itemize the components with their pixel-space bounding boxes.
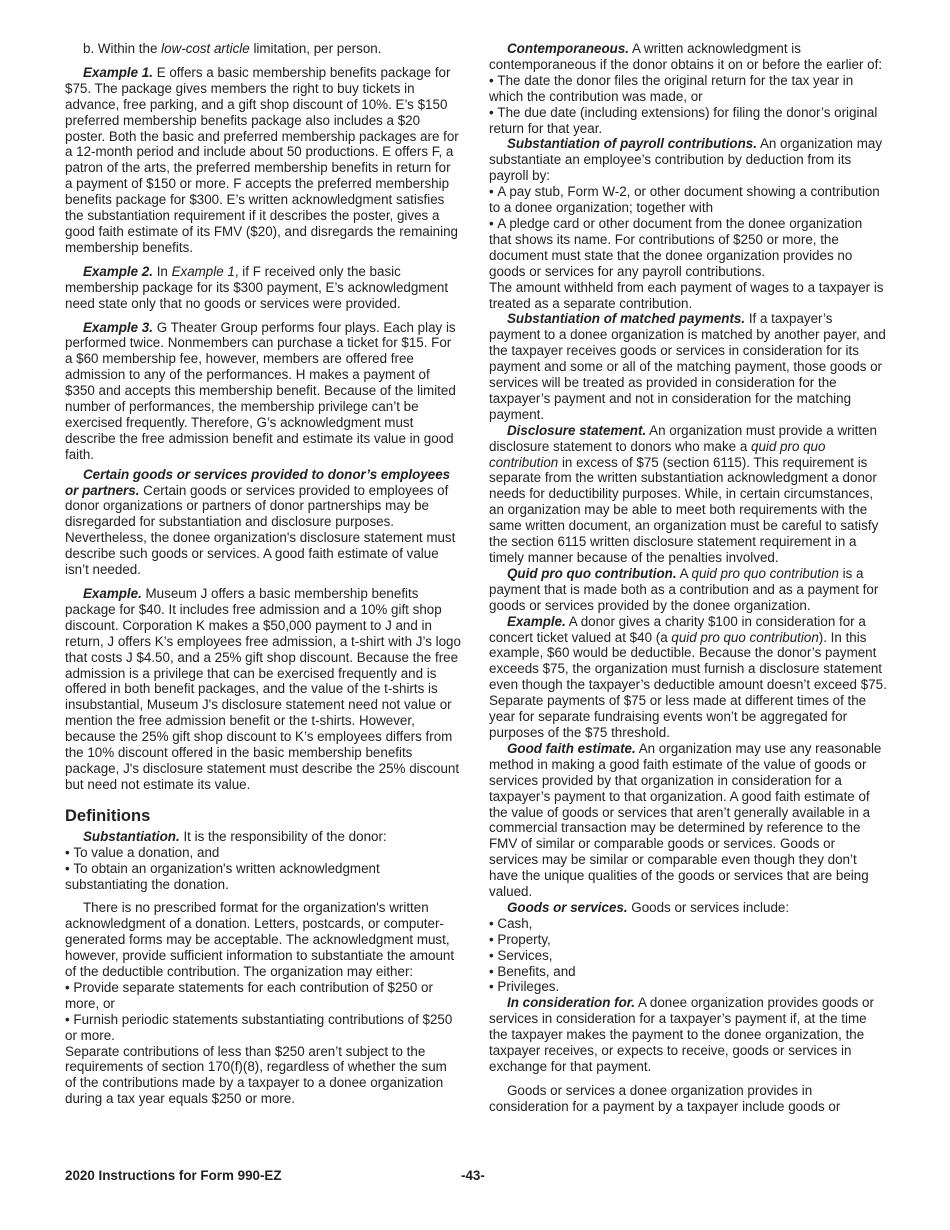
consideration-paragraph: In consideration for. A donee organization provides goods or services in consideration for a taxpayer’s payment if, at the time the taxpayer makes the payment to the donee organization, the taxpayer receives, or expects to receive, goods or services in exchange for that payment. (489, 995, 874, 1074)
contemp-bullet-2: • The due date (including extensions) for filing the donor’s original return for that year. (489, 105, 887, 137)
no-format-paragraph: There is no prescribed format for the organization's written acknowledgment of a donation. Letters, postcards, or computer-generated forms may be acceptable. The acknowledgment must, however, provide sufficient information to substantiate the amount of the deductible contribution. The organization may either: (65, 900, 455, 980)
substantiation-label: Substantiation. (83, 828, 180, 844)
certain-goods-label: Certain goods or services provided to donor’s employees or partners. (65, 466, 451, 498)
item-b: b. Within the low-cost article limitation, per person. (83, 41, 382, 56)
matched-paragraph: Substantiation of matched payments. If a taxpayer’s payment to a donee organization is matched by another payer, and the taxpayer receives goods or services in consideration for its payment and some or all of the matching payment, those goods or services will be treated as provided in consideration for the taxpayer’s payment and not in consideration for the matching payment. (489, 311, 886, 422)
withheld-paragraph: The amount withheld from each payment of wages to a taxpayer is treated as a separate contribution. (489, 279, 884, 311)
contemp-bullet-1: • The date the donor files the original return for the tax year in which the contribution was made, or (489, 73, 887, 105)
definitions-heading: Definitions (65, 806, 151, 825)
separate-paragraph: Separate contributions of less than $250 aren’t subject to the requirements of section 170(f)(8), regardless of whether the sum of the contributions made by a taxpayer to a donee organization during a tax year equals $250 or more. (65, 1043, 447, 1107)
goods-services-paragraph: Goods or services. Goods or services include: (507, 899, 790, 915)
goods-bullet-privileges: • Privileges. (489, 979, 887, 995)
certain-goods-paragraph: Certain goods or services provided to donor’s employees or partners. Certain goods or services provided to employees of donor organizations or partners of donor partnerships may be disregarded for substantiation and disclosure purposes. Nevertheless, the donee organization's disclosure statement must describe such goods or services. A good faith estimate of value isn’t needed. (65, 466, 456, 578)
left-column (65, 41, 461, 1107)
substantiation-paragraph: Substantiation. It is the responsibility of the donor: (83, 828, 387, 844)
matched-label: Substantiation of matched payments. (507, 311, 746, 327)
subst-bullet-1: • To value a donation, and (65, 845, 461, 861)
example-2: Example 2. In Example 1, if F received only the basic membership package for its $300 payment, E’s acknowledgment need state only that no goods or services were provided. (65, 263, 449, 311)
example-3-label: Example 3. (83, 319, 153, 335)
either-bullet-2: • Furnish periodic statements substantiating contributions of $250 or more. (65, 1012, 461, 1044)
goods-services-label: Goods or services. (507, 899, 628, 915)
example-concert: Example. A donor gives a charity $100 in consideration for a concert ticket valued at $40 (a quid pro quo contribution). In this example, $60 would be deductible. Because the donor’s payment exceeds $75, the organization must furnish a disclosure statement even though the taxpayer’s deductible amount doesn’t exceed $75. Separate payments of $75 or less made at different times of the year for separate fundraising events won’t be aggregated for purposes of the $75 threshold. (489, 613, 887, 740)
payroll-label: Substantiation of payroll contributions. (507, 136, 757, 152)
disclosure-paragraph: Disclosure statement. An organization must provide a written disclosure statement to donors who make a quid pro quo contribution in excess of $75 (section 6115). This requirement is separate from the written substantiation acknowledgment a donor needs for deductibility purposes. While, in certain circumstances, an organization may be able to meet both requirements with the same written document, an organization must be careful to satisfy the section 6115 written disclosure statement requirement in a timely manner because of the penalties involved. (489, 422, 879, 565)
payroll-bullet-2: • A pledge card or other document from the donee organization that shows its name. For contributions of $250 or more, the document must state that the donee organization provides no goods or services for any payroll contributions. (489, 216, 887, 280)
goods-bullet-cash: • Cash, (489, 916, 887, 932)
either-bullet-1: • Provide separate statements for each contribution of $250 or more, or (65, 980, 461, 1012)
subst-bullet-2: • To obtain an organization's written acknowledgment substantiating the donation. (65, 861, 461, 893)
goods-bullet-services: • Services, (489, 948, 887, 964)
footer-title: 2020 Instructions for Form 990-EZ (65, 1168, 282, 1183)
example-3: Example 3. G Theater Group performs four plays. Each play is performed twice. Nonmembers can purchase a ticket for $15. For a $60 membership fee, however, members are offered free admission to any of the performances. H makes a payment of $350 and accepts this membership benefit. Because of the limited number of performances, the membership privilege can’t be exercised frequently. Therefore, G’s acknowledgment must describe the free admission benefit and estimate its value in good faith. (65, 319, 456, 462)
consideration-label: In consideration for. (507, 995, 635, 1011)
contemporaneous-label: Contemporaneous. (507, 41, 630, 56)
example-1: Example 1. E offers a basic membership benefits package for $75. The package gives members the right to buy tickets in advance, free parking, and a gift shop discount of 10%. E’s $150 preferred membership benefits package also includes a $20 poster. Both the basic and preferred membership packages are for a 12-month period and include about 50 productions. E offers F, a patron of the arts, the preferred membership benefits in return for a payment of $150 or more. F accepts the preferred membership benefits package for $300. E’s written acknowledgment satisfies the substantiation requirement if it describes the poster, gives a good faith estimate of its FMV ($20), and disregards the remaining membership benefits. (65, 64, 459, 255)
example-museum: Example. Museum J offers a basic membership benefits package for $40. It includes free admission and a 10% gift shop discount. Corporation K makes a $50,000 payment to J and in return, J offers K’s employees free admission, a t-shirt with J’s logo that costs J $4.50, and a 25% gift shop discount. Because the free admission is a privilege that can be exercised frequently and is offered in both benefit packages, and the value of the t-shirts is insubstantial, Museum J's disclosure statement need not value or mention the free admission benefit or the t-shirts. However, because the 25% gift shop discount to K’s employees differs from the 10% discount offered in the basic membership benefits package, J's disclosure statement must describe the 25% discount but need not estimate its value. (65, 586, 461, 792)
quid-pro-quo-label: Quid pro quo contribution. (507, 565, 677, 581)
goods-provided-paragraph: Goods or services a donee organization provides in consideration for a payment by a taxpayer include goods or (489, 1082, 841, 1114)
good-faith-label: Good faith estimate. (507, 740, 636, 756)
payroll-bullet-1: • A pay stub, Form W-2, or other document showing a contribution to a donee organization; together with (489, 184, 887, 216)
contemporaneous-paragraph: Contemporaneous. A written acknowledgment is contemporaneous if the donor obtains it on or before the earlier of: (489, 41, 883, 72)
good-faith-paragraph: Good faith estimate. An organization may use any reasonable method in making a good faith estimate of the value of goods or services provided by that organization in consideration for a taxpayer’s payment to that organization. A good faith estimate of the value of goods or services that aren’t generally available in a commercial transaction may be determined by reference to the FMV of similar or comparable goods or services. Goods or services may be similar or comparable even though they don’t have the unique qualities of the goods or services that are being valued. (489, 740, 882, 900)
disclosure-label: Disclosure statement. (507, 422, 647, 438)
goods-bullet-benefits: • Benefits, and (489, 964, 887, 980)
quid-pro-quo-paragraph: Quid pro quo contribution. A quid pro quo contribution is a payment that is made both as a contribution and as a payment for goods or services provided by the donee organization. (489, 565, 879, 613)
example-2-label: Example 2. (83, 263, 153, 279)
payroll-paragraph: Substantiation of payroll contributions. An organization may substantiate an employee’s contribution by deduction from its payroll by: (489, 136, 883, 184)
goods-bullet-property: • Property, (489, 932, 887, 948)
footer-page-number: -43- (461, 1168, 485, 1183)
example-museum-label: Example. (83, 586, 142, 601)
example-concert-label: Example. (507, 613, 566, 629)
right-column (489, 41, 887, 1115)
example-1-label: Example 1. (83, 64, 153, 80)
